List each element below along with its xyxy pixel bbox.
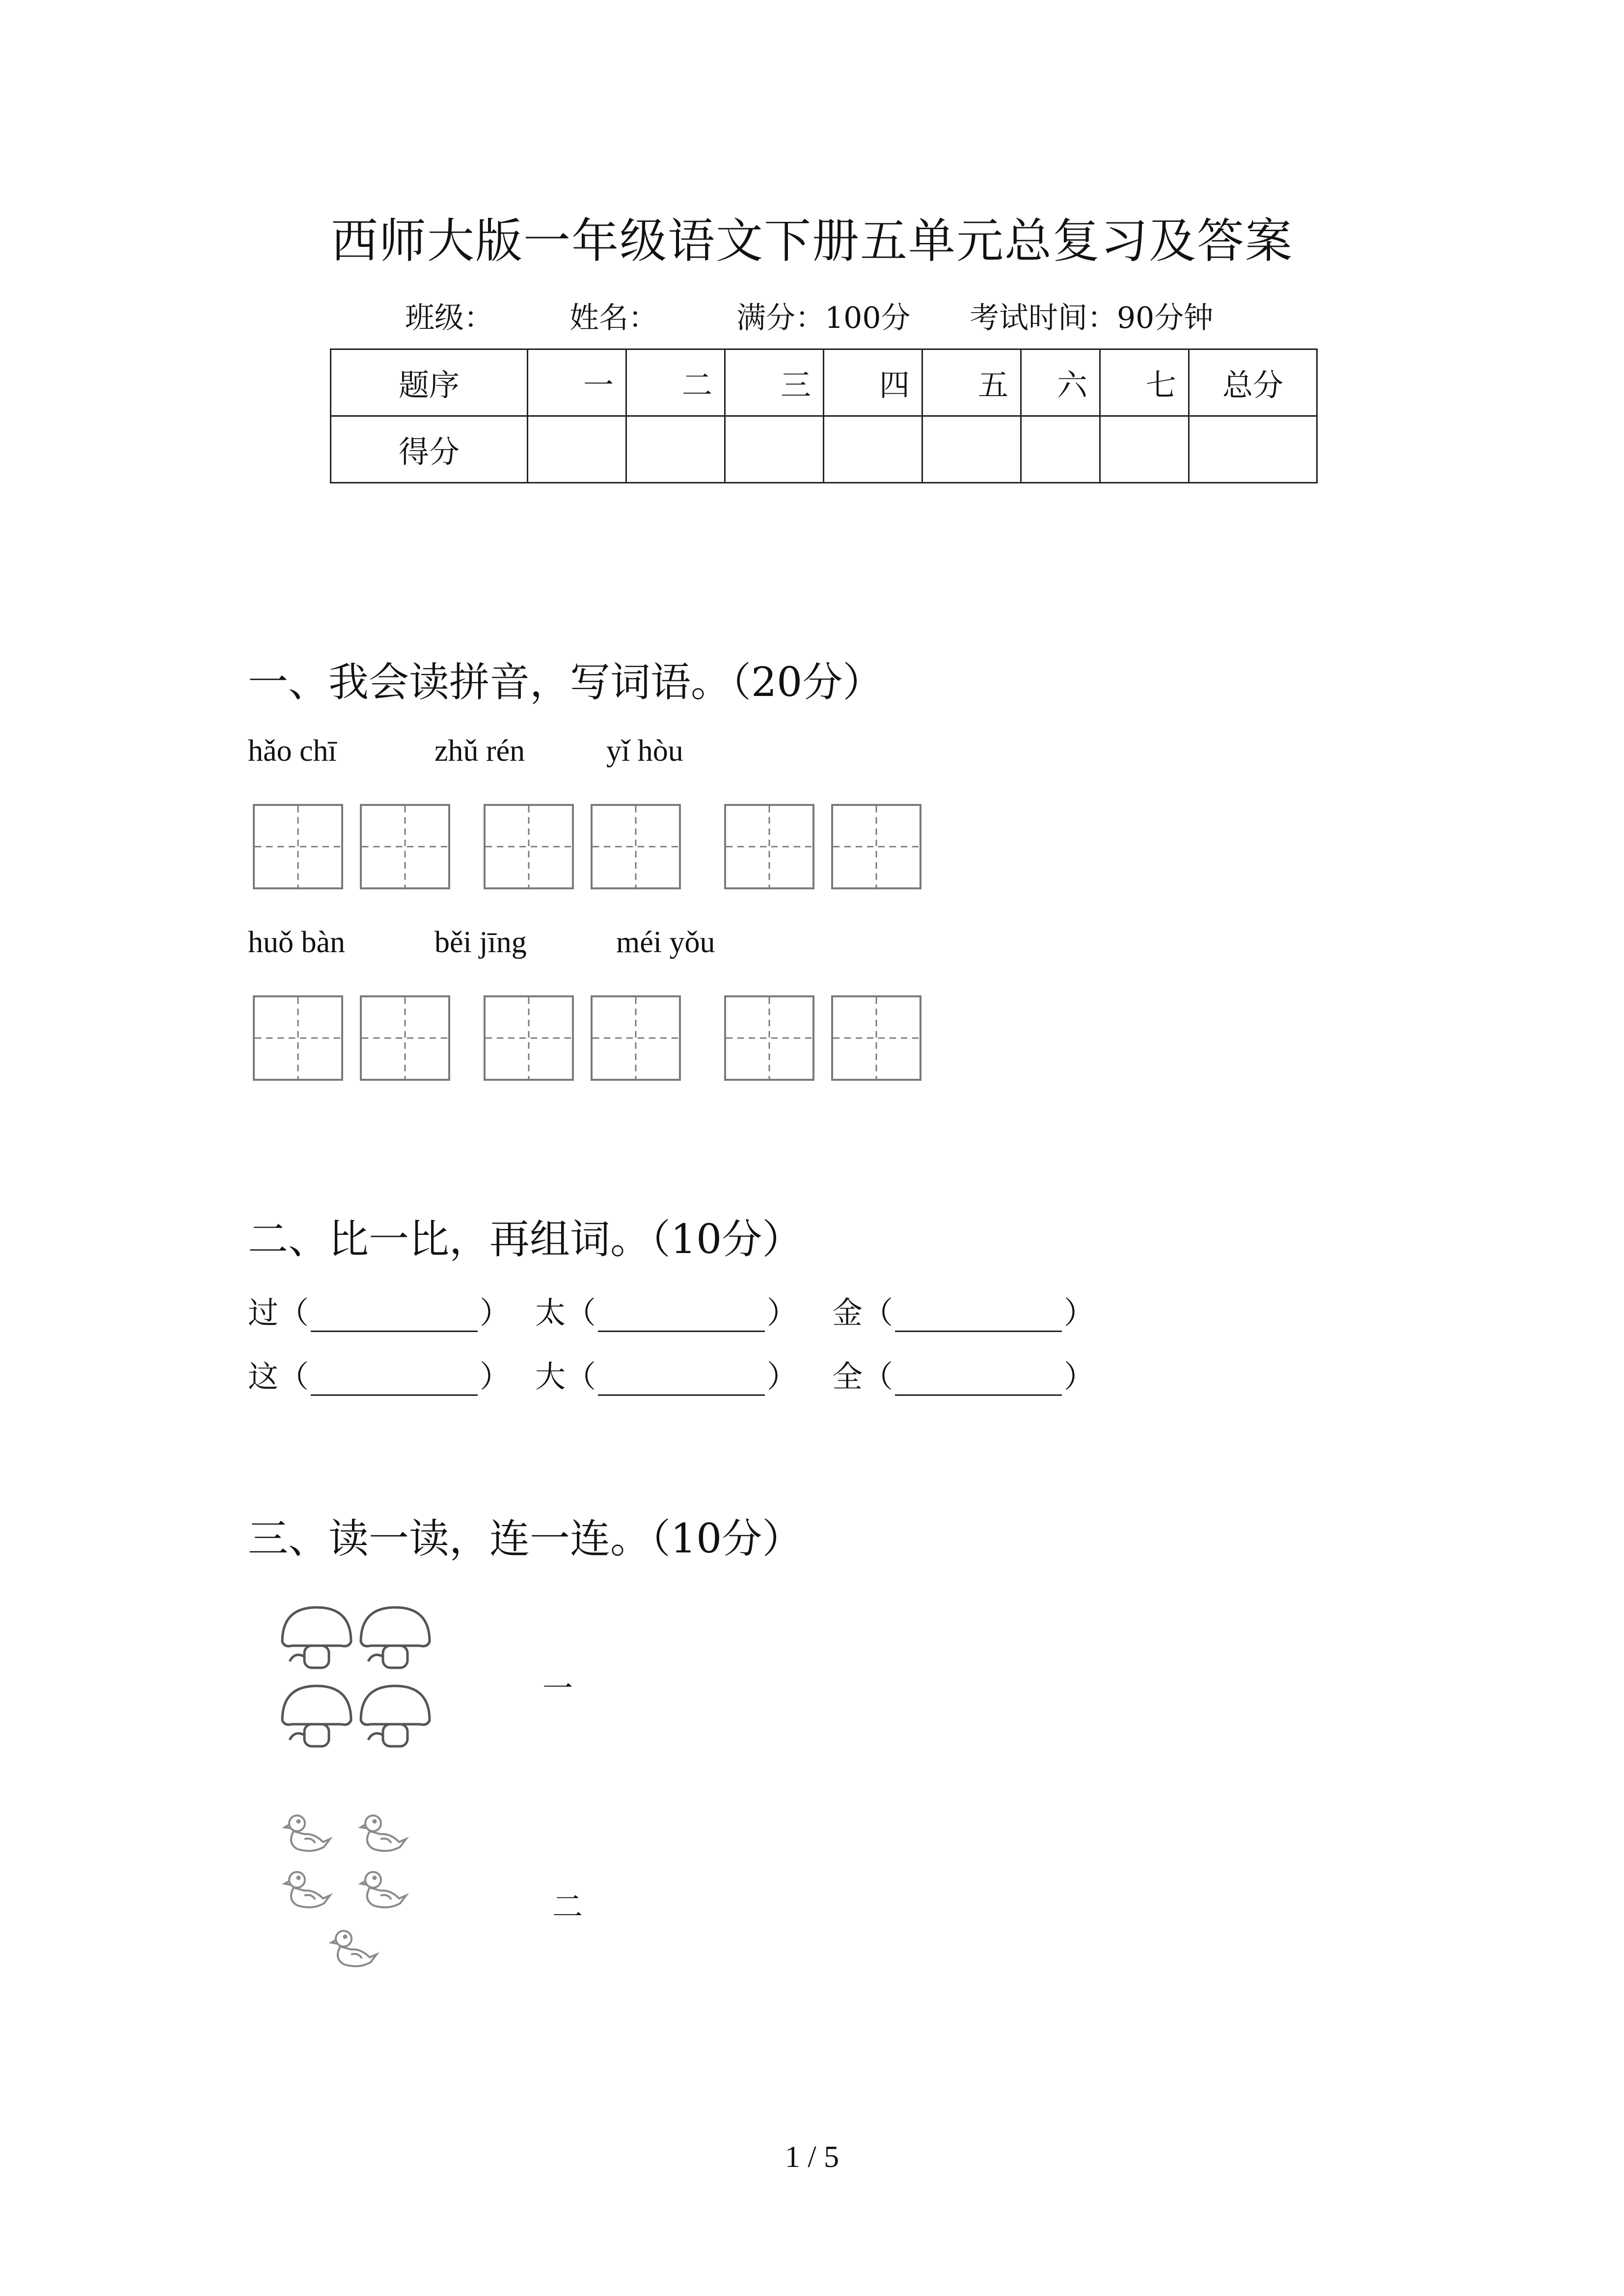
writing-grid-cell[interactable] bbox=[484, 995, 574, 1081]
writing-grid-cell[interactable] bbox=[724, 804, 814, 889]
pinyin-word: hǎo chī bbox=[248, 734, 337, 768]
answer-blank[interactable] bbox=[311, 1299, 478, 1332]
number-label[interactable]: 二 bbox=[552, 1889, 583, 1924]
mushroom-picture[interactable] bbox=[275, 1602, 442, 1769]
answer-blank[interactable] bbox=[598, 1363, 765, 1396]
open-paren: （ bbox=[566, 1359, 596, 1394]
score-table-header-row bbox=[331, 349, 1317, 416]
header-label: 题序 bbox=[331, 349, 528, 416]
col-7: 七 bbox=[1100, 349, 1189, 416]
word-group-item bbox=[832, 1352, 1094, 1396]
score-label: 得分 bbox=[331, 416, 528, 483]
open-paren: （ bbox=[863, 1295, 893, 1331]
score-cell[interactable] bbox=[626, 416, 725, 483]
duck-picture[interactable] bbox=[282, 1811, 430, 1988]
word-group-item bbox=[248, 1288, 510, 1332]
score-cell[interactable] bbox=[725, 416, 824, 483]
col-2: 二 bbox=[626, 349, 725, 416]
score-cell[interactable] bbox=[824, 416, 922, 483]
writing-grid-cell[interactable] bbox=[591, 995, 681, 1081]
col-3: 三 bbox=[725, 349, 824, 416]
writing-grid-cell[interactable] bbox=[253, 995, 343, 1081]
writing-grid-cell[interactable] bbox=[484, 804, 574, 889]
character: 这 bbox=[248, 1359, 279, 1394]
pinyin-word: huǒ bàn bbox=[248, 926, 346, 959]
writing-grid-cell[interactable] bbox=[253, 804, 343, 889]
exam-time: 考试时间：90分钟 bbox=[970, 301, 1214, 335]
col-5: 五 bbox=[922, 349, 1021, 416]
writing-grid-cell[interactable] bbox=[724, 995, 814, 1081]
col-4: 四 bbox=[824, 349, 922, 416]
open-paren: （ bbox=[278, 1295, 309, 1331]
close-paren: ） bbox=[1064, 1295, 1095, 1331]
close-paren: ） bbox=[1064, 1359, 1095, 1394]
answer-blank[interactable] bbox=[895, 1363, 1062, 1396]
word-group-item bbox=[248, 1352, 510, 1396]
score-cell[interactable] bbox=[1189, 416, 1317, 483]
character: 大 bbox=[535, 1359, 566, 1394]
pinyin-word: yǐ hòu bbox=[606, 734, 683, 768]
score-cell[interactable] bbox=[528, 416, 626, 483]
name-label: 姓名： bbox=[569, 301, 658, 335]
page-number: 1 / 5 bbox=[785, 2140, 839, 2174]
character: 金 bbox=[832, 1295, 863, 1331]
close-paren: ） bbox=[480, 1295, 511, 1331]
open-paren: （ bbox=[278, 1359, 309, 1394]
pinyin-word: méi yǒu bbox=[616, 926, 715, 959]
character: 过 bbox=[248, 1295, 279, 1331]
full-marks: 满分：100分 bbox=[736, 301, 911, 335]
number-label[interactable]: 一 bbox=[542, 1670, 573, 1706]
character: 全 bbox=[832, 1359, 863, 1394]
close-paren: ） bbox=[767, 1359, 798, 1394]
writing-grid-cell[interactable] bbox=[360, 804, 450, 889]
writing-grid-cell[interactable] bbox=[831, 804, 921, 889]
page-title: 西师大版一年级语文下册五单元总复习及答案 bbox=[331, 214, 1293, 268]
answer-blank[interactable] bbox=[895, 1299, 1062, 1332]
score-cell[interactable] bbox=[1100, 416, 1189, 483]
duck-icon bbox=[282, 1811, 430, 1988]
word-group-item bbox=[535, 1288, 797, 1332]
character: 太 bbox=[535, 1295, 566, 1331]
section-1-heading: 一、我会读拼音，写词语。（20分） bbox=[248, 659, 883, 706]
answer-blank[interactable] bbox=[311, 1363, 478, 1396]
mushroom-icon bbox=[275, 1602, 442, 1769]
word-group-item bbox=[535, 1352, 797, 1396]
col-1: 一 bbox=[528, 349, 626, 416]
pinyin-word: zhǔ rén bbox=[434, 734, 525, 768]
col-6: 六 bbox=[1021, 349, 1100, 416]
open-paren: （ bbox=[566, 1295, 596, 1331]
total-label: 总分 bbox=[1189, 349, 1317, 416]
writing-grid-cell[interactable] bbox=[360, 995, 450, 1081]
answer-blank[interactable] bbox=[598, 1299, 765, 1332]
pinyin-word: běi jīng bbox=[434, 926, 527, 959]
close-paren: ） bbox=[767, 1295, 798, 1331]
score-table-score-row bbox=[331, 416, 1317, 483]
score-table bbox=[330, 348, 1318, 483]
section-2-heading: 二、比一比，再组词。（10分） bbox=[248, 1216, 803, 1263]
writing-grid-cell[interactable] bbox=[591, 804, 681, 889]
class-label: 班级： bbox=[405, 301, 493, 335]
close-paren: ） bbox=[480, 1359, 511, 1394]
open-paren: （ bbox=[863, 1359, 893, 1394]
score-cell[interactable] bbox=[1021, 416, 1100, 483]
score-cell[interactable] bbox=[922, 416, 1021, 483]
writing-grid-cell[interactable] bbox=[831, 995, 921, 1081]
word-group-item bbox=[832, 1288, 1094, 1332]
section-3-heading: 三、读一读，连一连。（10分） bbox=[248, 1516, 803, 1562]
